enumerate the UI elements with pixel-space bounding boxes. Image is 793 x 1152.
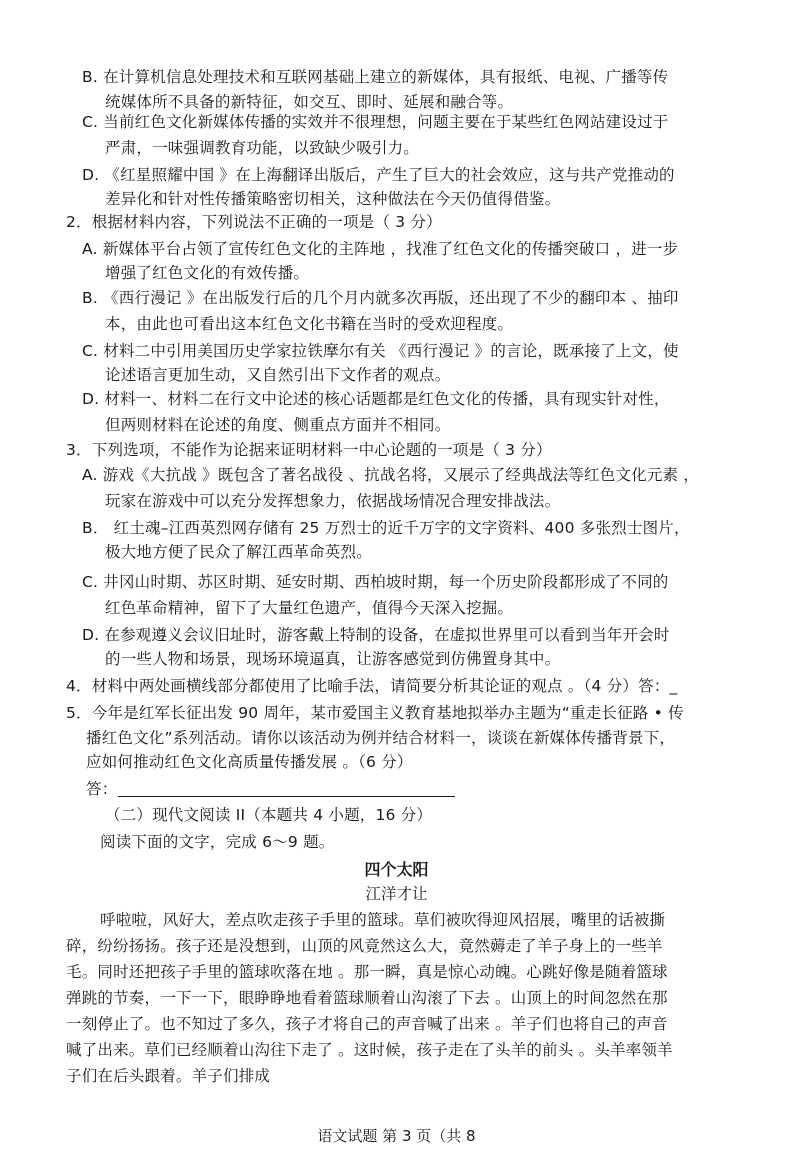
q2-option-d-line1: D. 材料一、材料二在行文中论述的核心话题都是红色文化的传播，具有现实针对性， <box>82 390 670 408</box>
q1-option-b-line1: B. 在计算机信息处理技术和互联网基础上建立的新媒体，具有报纸、电视、广播等传 <box>82 68 669 86</box>
story-line: 喊了出来。草们已经顺着山沟往下走了 。这时候，孩子走在了头羊的前头 。头羊率领羊 <box>66 1041 673 1059</box>
q1-option-c-line1: C. 当前红色文化新媒体传播的实效并不很理想，问题主要在于某些红色网站建设过于 <box>82 113 669 131</box>
q3-option-d-line2: 的一些人物和场景，现场环境逼真，让游客感觉到仿佛置身其中。 <box>105 650 561 668</box>
answer-blank-line[interactable] <box>118 796 455 797</box>
q5-line2: 播红色文化”系列活动。请你以该活动为例并结合材料一，谈谈在新媒体传播背景下， <box>86 729 676 747</box>
story-line: 弹跳的节奏，一下一下，眼睁睁地看着篮球顺着山沟滚了下去 。山顶上的时间忽然在那 <box>66 989 668 1007</box>
q5-answer-label: 答： <box>86 780 118 798</box>
q2-option-b-line2: 本，由此也可看出这本红色文化书籍在当时的受欢迎程度。 <box>105 315 514 333</box>
story-title: 四个太阳 <box>364 860 429 879</box>
story-line: 碎，纷纷扬扬。孩子还是没想到，山顶的风竟然这么大，竟然薅走了羊子身上的一些羊 <box>66 937 663 955</box>
q5-line1: 5．今年是红军长征出发 90 周年，某市爱国主义教育基地拟举办主题为“重走长征路 • 传 <box>66 704 684 722</box>
q2-option-b-line1: B. 《西行漫记 》在出版发行后的几个月内就多次再版，还出现了不少的翻印本 、抽印 <box>82 289 679 307</box>
section-instruction: 阅读下面的文字，完成 6～9 题。 <box>100 833 335 851</box>
q3-option-a-line1: A. 游戏《大抗战 》既包含了著名战役 、抗战名将，又展示了经典战法等红色文化元素 ， <box>82 466 700 484</box>
q2-option-c-line2: 论述语言更加生动，又自然引出下文作者的观点。 <box>105 366 451 384</box>
q1-option-b-line2: 统媒体所不具备的新特征，如交互、即时、延展和融合等。 <box>105 93 514 111</box>
story-line: 毛。同时还把孩子手里的篮球吹落在地 。那一瞬，真是惊心动魄。心跳好像是随着篮球 <box>66 963 668 981</box>
q1-option-d-line1: D. 《红星照耀中国 》在上海翻译出版后，产生了巨大的社会效应，这与共产党推动的 <box>82 166 675 184</box>
section-heading: （二）现代文阅读 II（本题共 4 小题，16 分） <box>105 806 433 824</box>
q4-stem: 4．材料中两处画横线部分都使用了比喻手法，请简要分析其论证的观点 。（4 分）答：_ <box>66 677 678 695</box>
q1-option-c-line2: 严肃，一味强调教育功能，以致缺少吸引力。 <box>105 139 420 157</box>
page-footer: 语文试题 第 3 页（共 8 <box>317 1127 476 1145</box>
q3-option-a-line2: 玩家在游戏中可以充分发挥想象力，依据战场情况合理安排战法。 <box>105 492 561 510</box>
q2-option-c-line1: C. 材料二中引用美国历史学家拉铁摩尔有关 《西行漫记 》的言论，既承接了上文，使 <box>82 342 679 360</box>
story-author: 江洋才让 <box>365 885 428 903</box>
story-line: 呼啦啦，风好大，差点吹走孩子手里的篮球。草们被吹得迎风招展，嘴里的话被撕 <box>100 911 666 929</box>
q2-option-a-line1: A. 新媒体平台占领了宣传红色文化的主阵地 ，找准了红色文化的传播突破口 ，进一步 <box>82 240 679 258</box>
q5-line3: 应如何推动红色文化高质量传播发展 。（6 分） <box>86 753 413 771</box>
q1-option-d-line2: 差异化和针对性传播策略密切相关，这种做法在今天仍值得借鉴。 <box>105 190 561 208</box>
q2-option-a-line2: 增强了红色文化的有效传播。 <box>105 264 310 282</box>
q3-option-b-line1: B． 红土魂–江西英烈网存储有 25 万烈士的近千万字的文字资料、400 多张烈士图片， <box>82 519 690 537</box>
q3-option-d-line1: D. 在参观遵义会议旧址时，游客戴上特制的设备，在虚拟世界里可以看到当年开会时 <box>82 626 670 644</box>
q3-option-c-line2: 红色革命精神，留下了大量红色遗产，值得今天深入挖掘。 <box>105 599 514 617</box>
story-line: 一刻停止了。也不知过了多久，孩子才将自己的声音喊了出来 。羊子们也将自己的声音 <box>66 1015 668 1033</box>
story-line: 子们在后头跟着。羊子们排成 <box>66 1067 271 1085</box>
q3-option-c-line1: C. 井冈山时期、苏区时期、延安时期、西柏坡时期，每一个历史阶段都形成了不同的 <box>82 573 669 591</box>
q2-option-d-line2: 但两则材料在论述的角度、侧重点方面并不相同。 <box>105 416 451 434</box>
q3-option-b-line2: 极大地方便了民众了解江西革命英烈。 <box>105 543 372 561</box>
q2-stem: 2．根据材料内容，下列说法不正确的一项是（ 3 分） <box>66 213 442 231</box>
q3-stem: 3．下列选项，不能作为论据来证明材料一中心论题的一项是（ 3 分） <box>66 441 552 459</box>
